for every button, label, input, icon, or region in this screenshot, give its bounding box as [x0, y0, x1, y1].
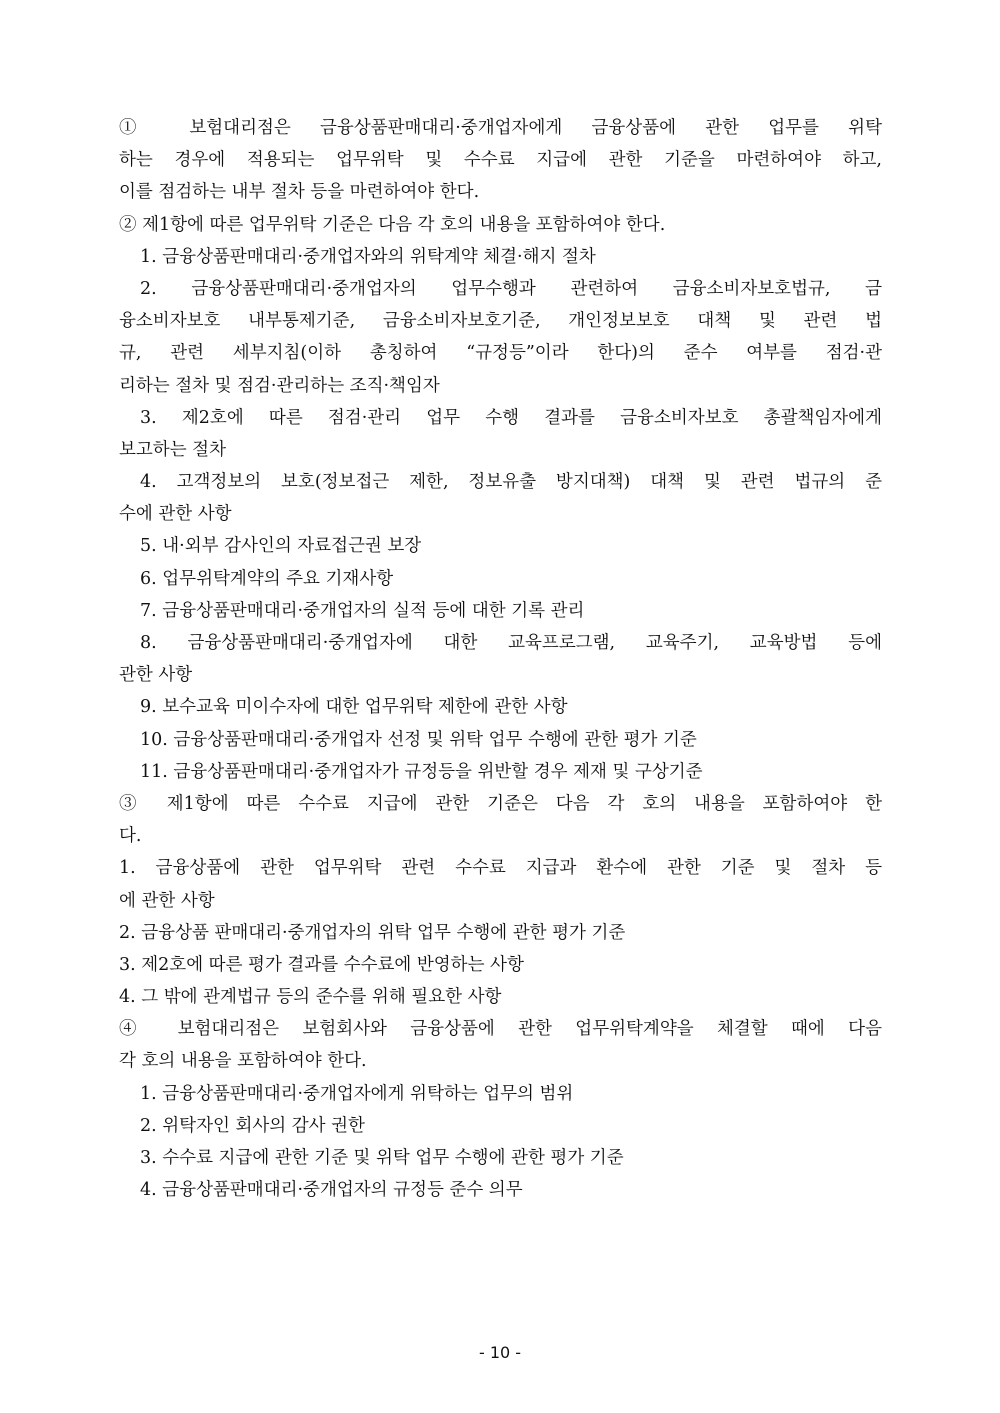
page-number: - 10 -: [478, 1343, 522, 1362]
list-item: 5. 내·외부 감사인의 자료접근권 보장: [140, 536, 422, 557]
list-item: 9. 보수교육 미이수자에 대한 업무위탁 제한에 관한 사항: [140, 697, 568, 718]
list-item: 2. 위탁자인 회사의 감사 권한: [140, 1115, 365, 1136]
paragraph-3-heading-continuation: 다.: [119, 826, 142, 847]
paragraph-3-heading: ③ 제1항에 따른 수수료 지급에 관한 기준은 다음 각 호의 내용을 포함하여야 한: [119, 793, 882, 814]
paragraph-1-line: 하는 경우에 적용되는 업무위탁 및 수수료 지급에 관한 기준을 마련하여야 하고,: [119, 150, 882, 171]
list-item: 11. 금융상품판매대리·중개업자가 규정등을 위반할 경우 제재 및 구상기준: [140, 761, 703, 782]
list-item: 4. 그 밖에 관계법규 등의 준수를 위해 필요한 사항: [119, 987, 502, 1008]
list-item: 2. 금융상품판매대리·중개업자의 업무수행과 관련하여 금융소비자보호법규, 금: [140, 278, 882, 299]
list-item: 1. 금융상품에 관한 업무위탁 관련 수수료 지급과 환수에 관한 기준 및 절차 등: [119, 858, 882, 879]
list-item-continuation: 관한 사항: [119, 665, 193, 686]
list-item: 1. 금융상품판매대리·중개업자에게 위탁하는 업무의 범위: [140, 1083, 574, 1104]
paragraph-1-line: ① 보험대리점은 금융상품판매대리·중개업자에게 금융상품에 관한 업무를 위탁: [119, 118, 882, 138]
list-item: 2. 금융상품 판매대리·중개업자의 위탁 업무 수행에 관한 평가 기준: [119, 922, 626, 943]
list-item: 3. 제2호에 따른 점검·관리 업무 수행 결과를 금융소비자보호 총괄책임자에게: [140, 407, 882, 428]
list-item-continuation: 보고하는 절차: [119, 439, 226, 460]
document-body: [119, 112, 882, 1206]
list-item: 3. 수수료 지급에 관한 기준 및 위탁 업무 수행에 관한 평가 기준: [140, 1148, 624, 1168]
list-item-continuation: 에 관한 사항: [119, 890, 215, 911]
list-item: 8. 금융상품판매대리·중개업자에 대한 교육프로그램, 교육주기, 교육방법 등에: [140, 633, 882, 653]
list-item-continuation: 규, 관련 세부지침(이하 총칭하여 “규정등”이라 한다)의 준수 여부를 점검·관: [119, 343, 882, 364]
list-item: 7. 금융상품판매대리·중개업자의 실적 등에 대한 기록 관리: [140, 600, 585, 621]
list-item: 1. 금융상품판매대리·중개업자와의 위탁계약 체결·해지 절차: [140, 246, 596, 267]
list-item: 4. 금융상품판매대리·중개업자의 규정등 준수 의무: [140, 1180, 523, 1201]
list-item: 6. 업무위탁계약의 주요 기재사항: [140, 568, 394, 589]
list-item-continuation: 융소비자보호 내부통제기준, 금융소비자보호기준, 개인정보보호 대책 및 관련 법: [119, 311, 882, 332]
paragraph-4-heading: ④ 보험대리점은 보험회사와 금융상품에 관한 업무위탁계약을 체결할 때에 다음: [119, 1019, 882, 1040]
list-item: 10. 금융상품판매대리·중개업자 선정 및 위탁 업무 수행에 관한 평가 기준: [140, 729, 697, 750]
list-item-continuation: 수에 관한 사항: [119, 504, 232, 525]
list-item: 4. 고객정보의 보호(정보접근 제한, 정보유출 방지대책) 대책 및 관련 법규의 준: [140, 472, 882, 493]
list-item: 3. 제2호에 따른 평가 결과를 수수료에 반영하는 사항: [119, 954, 524, 975]
paragraph-2-heading: ② 제1항에 따른 업무위탁 기준은 다음 각 호의 내용을 포함하여야 한다.: [119, 214, 666, 235]
paragraph-1-line: 이를 점검하는 내부 절차 등을 마련하여야 한다.: [119, 182, 480, 203]
list-item-continuation: 리하는 절차 및 점검·관리하는 조직·책임자: [119, 375, 440, 396]
paragraph-4-heading-continuation: 각 호의 내용을 포함하여야 한다.: [119, 1051, 367, 1072]
